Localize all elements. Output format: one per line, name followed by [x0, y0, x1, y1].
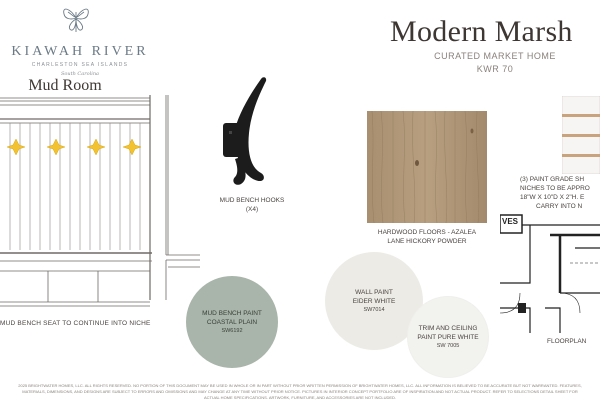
swatch-trim-paint — [407, 296, 489, 378]
page-title: Modern Marsh — [390, 15, 573, 48]
brand-tagline: CHARLESTON SEA ISLANDS — [31, 62, 129, 68]
swatch-wall-line2: EIDER WHITE — [352, 297, 396, 305]
swatch-bench-code: SW6192 — [221, 327, 243, 334]
footer-disclaimer — [10, 383, 590, 401]
floorplan-label: FLOORPLAN — [547, 338, 587, 345]
swatch-wall-line1: WALL PAINT — [355, 288, 393, 296]
room-title: Mud Room — [28, 77, 102, 94]
home-code: KWR 70 — [476, 64, 514, 74]
brand-signature: South Carolina — [60, 71, 100, 77]
niche-shelves-drawing — [562, 96, 600, 174]
bench-caption: MUD BENCH SEAT TO CONTINUE INTO NICHE — [0, 320, 151, 327]
swatch-mud-bench-paint — [186, 276, 278, 368]
niche-label-line1: (3) PAINT GRADE SH — [520, 176, 585, 183]
swatch-wall-code: SW7014 — [363, 306, 385, 313]
floorplan-drawing — [500, 213, 600, 343]
niche-label-line3: 18"W X 10"D X 2"H. E — [520, 194, 585, 201]
footer-line3: ACTUAL HOME SPECIFICATIONS. ARTWORK, FURNITURE, AND ACCESSORIES ARE NOT INCLUDED. — [203, 395, 397, 400]
hardwood-floor-sample — [367, 111, 487, 223]
coat-hook-icon — [221, 73, 271, 188]
niche-label-line2: NICHES TO BE APPRO — [520, 185, 590, 192]
swatch-bench-line1: MUD BENCH PAINT — [202, 309, 262, 317]
footer-line1: 2025 BRIGHTWATER HOMES, LLC. ALL RIGHTS RESERVED. NO PORTION OF THIS DOCUMENT MAY BE USED IN WHOLE OR IN PART WITHOUT PRIOR WRITTEN PERMISSION OF BRIGHTWATER HOMES, LLC. ALL INFORMATION IS BELIEVED TO BE ACCURATE BUT NOT WARRANTED. FEATURES, — [18, 383, 582, 388]
swatch-trim-line2: PAINT PURE WHITE — [417, 333, 479, 341]
mud-bench-drawing — [0, 95, 200, 320]
niche-label-line4: CARRY INTO N — [536, 203, 583, 210]
floor-label-line1: HARDWOOD FLOORS - AZALEA — [377, 229, 477, 236]
butterfly-logo-icon — [58, 4, 94, 38]
swatch-trim-line1: TRIM AND CEILING — [418, 324, 478, 332]
hooks-label-line1: MUD BENCH HOOKS — [219, 197, 285, 204]
swatch-bench-line2: COASTAL PLAIN — [206, 318, 258, 326]
plan-tag: VES — [502, 217, 519, 226]
hardwood-floor-label — [352, 228, 502, 246]
floor-label-line2: LANE HICKORY POWDER — [387, 238, 467, 245]
niche-label — [520, 175, 600, 211]
footer-line2: MATERIALS, DIMENSIONS, AND DESIGNS ARE SUBJECT TO ERRORS AND OMISSIONS AND MAY CHANGE AT ANY TIME WITHOUT PRIOR NOTICE. PICTURES IN INTERIOR CONCEPT PORTFOLIO ARE OF INSPIRATION AND NOT ACTUAL PRODUCT. REFER TO SELECTIONS DETAIL SHEET FOR — [22, 389, 578, 394]
hooks-label-line2: (X4) — [245, 206, 259, 213]
hooks-label — [212, 196, 292, 214]
brand-name: KIAWAH RIVER — [11, 44, 149, 59]
swatch-trim-code: SW 7005 — [436, 342, 460, 349]
page-subtitle: CURATED MARKET HOME — [434, 51, 556, 61]
